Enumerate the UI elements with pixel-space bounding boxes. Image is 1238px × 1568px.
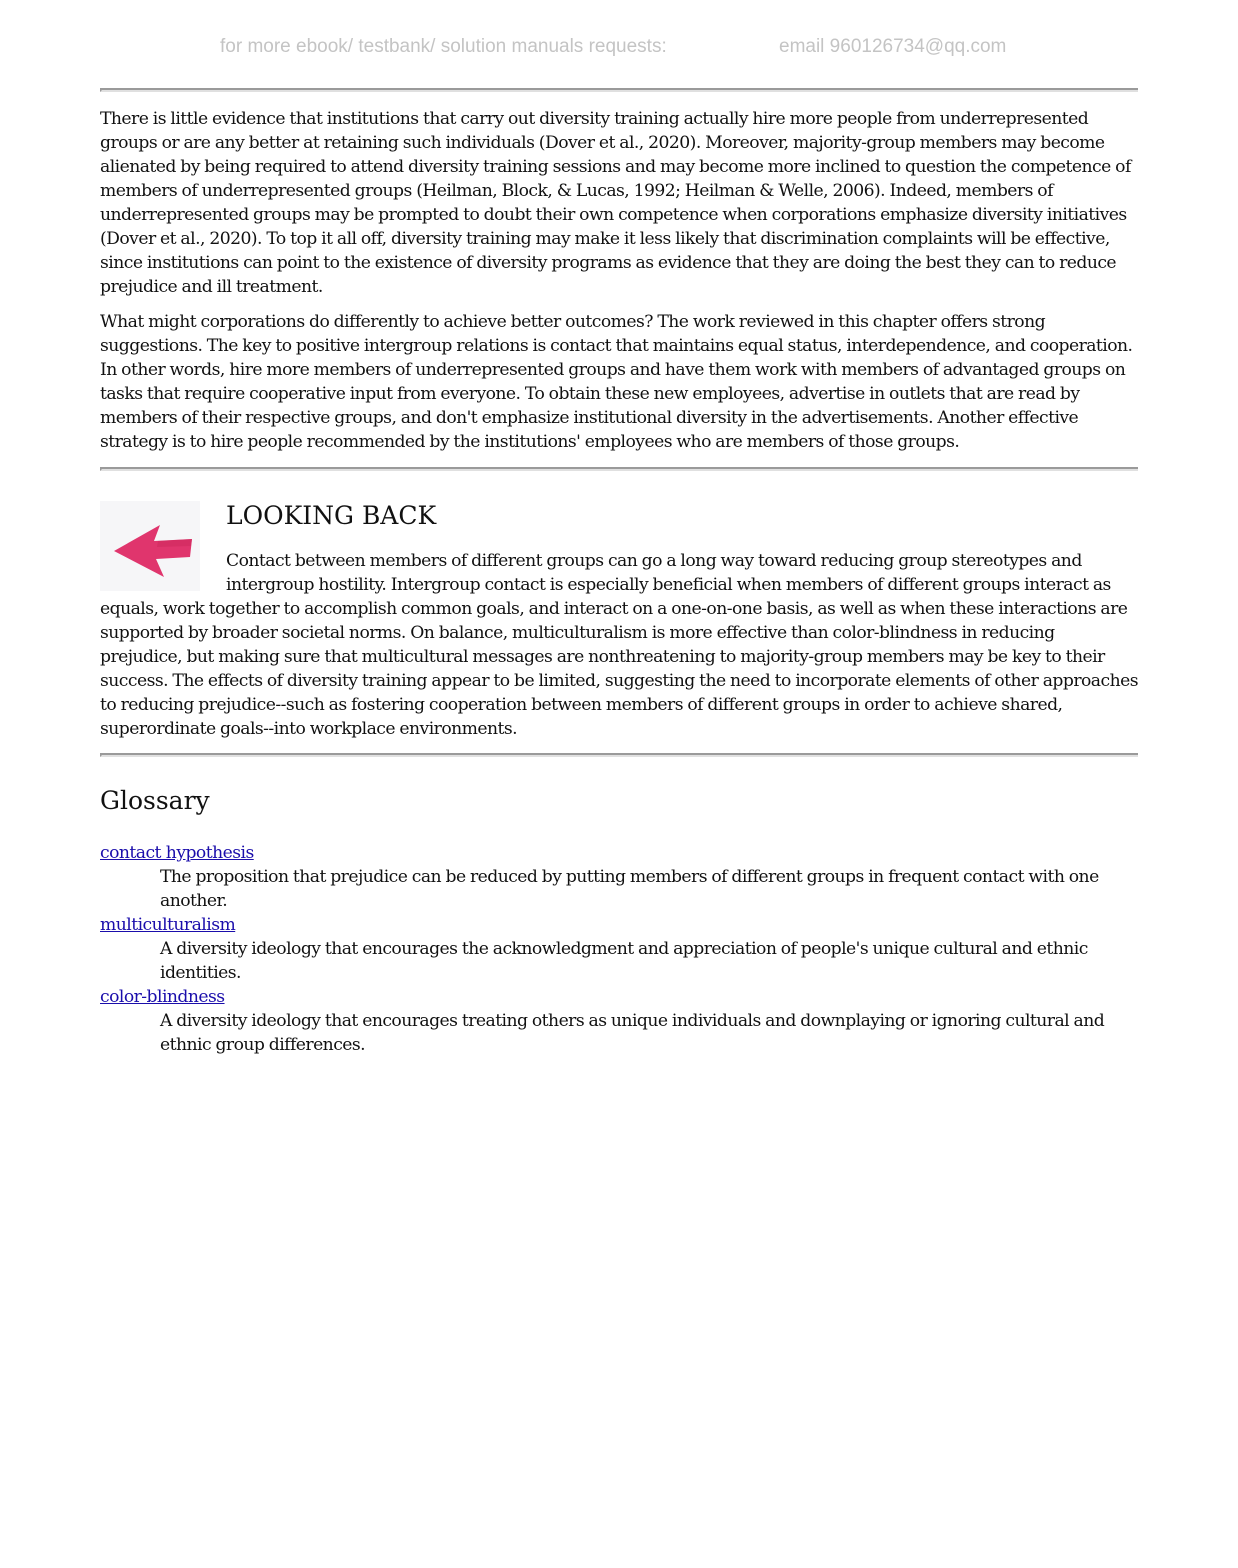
body-paragraph: There is little evidence that institutions that carry out diversity training actually hire more people from underrepresented groups or are any better at retaining such individuals (Dover et al., 2020). Moreover, majority-group members may become alienated by being required to attend diversity training sessions and may become more inclined to question the competence of members of underrepresented groups (Heilman, Block, & Lucas, 1992; Heilman & Welle, 2006). Indeed, members of underrepresented groups may be prompted to doubt their own competence when corporations emphasize diversity initiatives (Dover et al., 2020). To top it all off, diversity training may make it less likely that discrimination complaints will be effective, since institutions can point to the existence of diversity programs as evidence that they are doing the best they can to reduce prejudice and ill treatment. [100, 109, 1131, 297]
glossary-term-link-contact-hypothesis[interactable]: contact hypothesis [100, 843, 254, 863]
glossary-term [100, 841, 1138, 865]
header-email-text: email 960126734@qq.com [779, 36, 1007, 57]
looking-back-section [100, 471, 1138, 753]
glossary-definition: A diversity ideology that encourages treating others as unique individuals and downplaying or ignoring cultural and ethnic group differences. [160, 1011, 1105, 1055]
glossary-title: Glossary [100, 786, 210, 815]
glossary-term-link-multiculturalism[interactable]: multiculturalism [100, 915, 236, 935]
glossary-term-link-color-blindness[interactable]: color-blindness [100, 987, 225, 1007]
body-paragraph: What might corporations do differently to achieve better outcomes? The work reviewed in this chapter offers strong suggestions. The key to positive intergroup relations is contact that maintains equal status, interdependence, and cooperation. In other words, hire more members of underrepresented groups and have them work with members of advantaged groups on tasks that require cooperative input from everyone. To obtain these new employees, advertise in outlets that are read by members of their respective groups, and don't emphasize institutional diversity in the advertisements. Another effective strategy is to hire people recommended by the institutions' employees who are members of those groups. [100, 312, 1133, 452]
document-content [100, 88, 1138, 1057]
diversity-training-section [100, 92, 1138, 467]
glossary-definition: The proposition that prejudice can be reduced by putting members of different groups in frequent contact with one another. [160, 867, 1099, 911]
left-arrow-icon [100, 501, 200, 591]
looking-back-title: LOOKING BACK [226, 501, 437, 530]
looking-back-summary: Contact between members of different groups can go a long way toward reducing group stereotypes and intergroup hostility. Intergroup contact is especially beneficial when members of different groups interact as equals, work together to accomplish common goals, and interact on a one-on-one basis, as well as when these interactions are supported by broader societal norms. On balance, multiculturalism is more effective than color-blindness in reducing prejudice, but making sure that multicultural messages are nonthreatening to majority-group members may be key to their success. The effects of diversity training appear to be limited, suggesting the need to incorporate elements of other approaches to reducing prejudice--such as fostering cooperation between members of different groups in order to achieve shared, superordinate goals--into workplace environments. [100, 551, 1138, 739]
glossary-definition: A diversity ideology that encourages the acknowledgment and appreciation of people's unique cultural and ethnic identities. [160, 939, 1088, 983]
page-header [0, 36, 1238, 66]
glossary-term [100, 913, 1138, 937]
header-request-text: for more ebook/ testbank/ solution manuals requests: [220, 36, 667, 57]
glossary-term [100, 985, 1138, 1009]
glossary-list [100, 841, 1138, 1057]
glossary-section [100, 757, 1138, 1057]
